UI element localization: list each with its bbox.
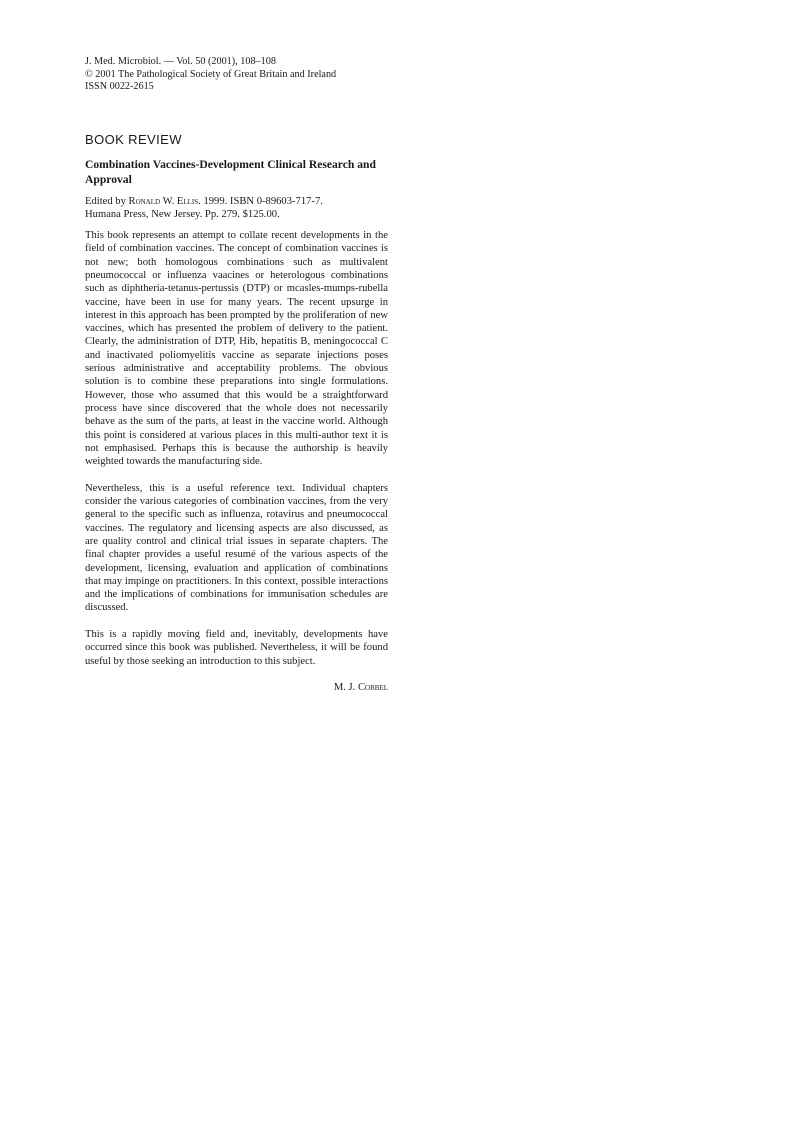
book-details-line-1	[85, 195, 388, 208]
section-label: BOOK REVIEW	[85, 131, 182, 147]
book-title: Combination Vaccines-Development Clinical Research and Approval	[85, 157, 376, 186]
review-paragraph-2: Nevertheless, this is a useful reference text. Individual chapters consider the various categories of combination vaccines, from the very general to the specific such as influenza, rotavirus and pneumococcal vaccines. The regulatory and licensing aspects are also discussed, as are quality control and clinical trial issues in separate chapters. The final chapter provides a useful resumé of the various aspects of the development, licensing, evaluation and application of combinations that may impinge on practitioners. In this context, possible interactions and the implications of combinations for immunisation schedules are discussed.	[85, 482, 388, 614]
publication-details: . 1999. ISBN 0-89603-717-7.	[198, 195, 323, 207]
book-details-line-2: Humana Press, New Jersey. Pp. 279. $125.00.	[85, 208, 280, 220]
journal-citation: J. Med. Microbiol. — Vol. 50 (2001), 108–108	[85, 56, 276, 67]
edited-prefix: Edited by	[85, 195, 129, 207]
reviewer-signature: M. J. Corbel	[333, 682, 388, 694]
copyright-notice: © 2001 The Pathological Society of Great Britain and Ireland	[85, 68, 337, 80]
article-page	[85, 56, 388, 694]
editor-name: Ronald W. Ellis	[128, 195, 199, 207]
review-body	[85, 229, 388, 668]
journal-header	[85, 56, 388, 94]
book-details	[85, 195, 388, 222]
review-paragraph-3: This is a rapidly moving field and, inevitably, developments have occurred since this book was published. Nevertheless, it will be found useful by those seeking an introduction to this subject.	[85, 629, 388, 667]
issn: ISSN 0022-2615	[85, 81, 154, 92]
review-paragraph-1: This book represents an attempt to collate recent developments in the field of combination vaccines. The concept of combination vaccines is not new; both homologous combinations such as multivalent pneumococcal or influenza vaacines or heterologous combinations such as diphtheria-tetanus-pertussis (DTP) or mcasles-mumps-rubella vaccine, have been in use for many years. The recent upsurge in interest in this approach has been prompted by the proliferation of new vaccines, which has presented the problem of delivery to the patient. Clearly, the administration of DTP, Hib, hepatitis B, meningococcal C and inactivated poliomyelitis vaccine as separate injections poses serious administrative and acceptability problems. The obvious solution is to combine these preparations into single formulations. However, those who assumed that this would be a straightforward process have since discovered that the whole does not necessarily behave as the sum of the parts, at least in the vaccine world. Although this point is considered at various places in this multi-author text it is not emphasised. Perhaps this is because the authorship is heavily weighted towards the manufacturing side.	[85, 230, 388, 468]
